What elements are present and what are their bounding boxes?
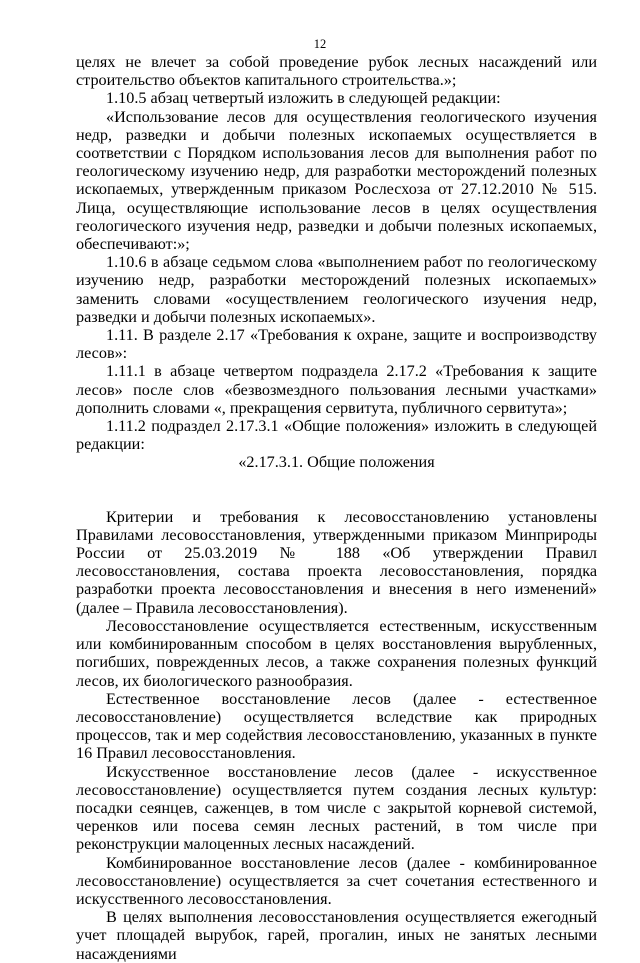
paragraph-natural: Естественное восстановление лесов (далее - естественное лесовосстановление) осуществляется вследствие как природных процессов, так и мер содействия лесовосстановлению, указанных в пункте 16 Правил лесовосстановления. xyxy=(76,689,597,763)
document-body xyxy=(76,53,597,963)
paragraph-criteria: Критерии и требования к лесовосстановлению установлены Правилами лесовосстановления, утвержденными приказом Минприроды России от 25.03.2019 № 188 «Об утверждении Правил лесовосстановления, состава проекта лесовосстановления, порядка разработки проекта лесовосстановления и внесения в него изменений» (далее – Правила лесовосстановления). xyxy=(76,507,597,617)
paragraph-methods: Лесовосстановление осуществляется естественным, искусственным или комбинированным способом в целях восстановления вырубленных, погибших, поврежденных лесов, а также сохранения полезных функций лесов, их биологического разнообразия. xyxy=(76,616,597,690)
paragraph-artificial: Искусственное восстановление лесов (далее - искусственное лесовосстановление) осуществляется путем создания лесных культур: посадки сеянцев, саженцев, в том числе с закрытой корневой системой, черенков или посева семян лесных растений, в том числе при реконструкции малоценных лесных насаждений. xyxy=(76,762,597,854)
spacer xyxy=(76,472,597,508)
paragraph-accounting: В целях выполнения лесовосстановления осуществляется ежегодный учет площадей вырубок, гарей, прогалин, иных не занятых лесными насаждениями xyxy=(76,908,597,963)
paragraph-quote-geology: «Использование лесов для осуществления геологического изучения недр, разведки и добычи полезных ископаемых осуществляется в соответствии с Порядком использования лесов для выполнения работ по геологическому изучению недр, для разработки месторождений полезных ископаемых, утвержденным приказом Рослесхоза от 27.12.2010 № 515. Лица, осуществляющие использование лесов в целях осуществления геологического изучения недр, разведки и добычи полезных ископаемых, обеспечивают:»; xyxy=(76,107,597,254)
paragraph-1-10-6: 1.10.6 в абзаце седьмом слова «выполнением работ по геологическому изучению недр, разработки месторождений полезных ископаемых» заменить словами «осуществлением геологического изучения недр, разведки и добычи полезных ископаемых». xyxy=(76,253,597,326)
page-number: 12 xyxy=(313,37,327,51)
paragraph-1-11: 1.11. В разделе 2.17 «Требования к охране, защите и воспроизводству лесов»: xyxy=(76,326,597,363)
paragraph-continuation: целях не влечет за собой проведение рубок лесных насаждений или строительство объектов капитального строительства.»; xyxy=(76,53,597,90)
section-heading: «2.17.3.1. Общие положения xyxy=(238,453,435,472)
paragraph-1-11-1: 1.11.1 в абзаце четвертом подраздела 2.17.2 «Требования к защите лесов» после слов «безвозмездного пользования лесными участками» дополнить словами «, прекращения сервитута, публичного сервитута»; xyxy=(76,362,597,417)
paragraph-combined: Комбинированное восстановление лесов (далее - комбинированное лесовосстановление) осуществляется за счет сочетания естественного и искусственного лесовосстановления. xyxy=(76,853,597,908)
paragraph-1-11-2: 1.11.2 подраздел 2.17.3.1 «Общие положения» изложить в следующей редакции: xyxy=(76,417,597,454)
paragraph-1-10-5: 1.10.5 абзац четвертый изложить в следующей редакции: xyxy=(106,89,501,108)
